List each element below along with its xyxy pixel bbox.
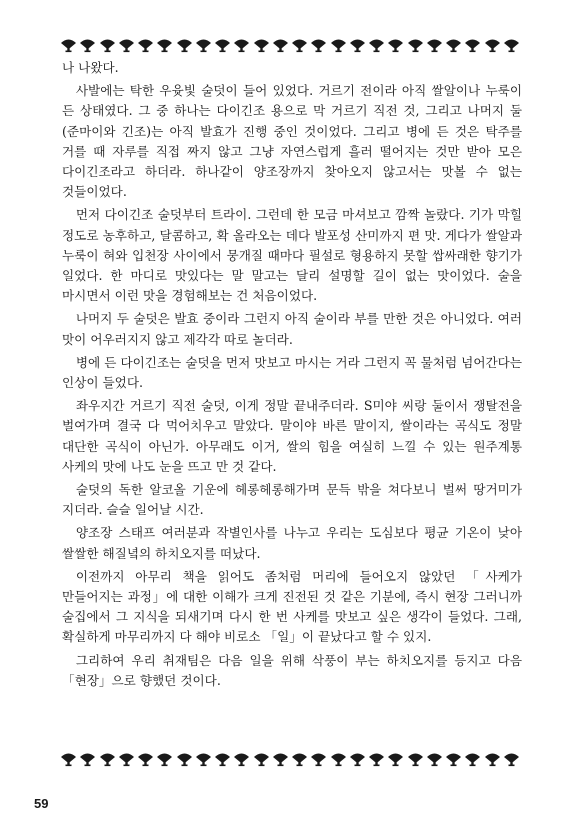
- fan-ornament-icon: [118, 37, 135, 53]
- fan-ornament-icon: [291, 751, 308, 767]
- fan-ornament-icon: [464, 751, 481, 767]
- fan-ornament-icon: [156, 751, 173, 767]
- fan-ornament-icon: [503, 37, 520, 53]
- fan-ornament-icon: [79, 37, 96, 53]
- body-text: [62, 58, 522, 694]
- fan-ornament-icon: [387, 37, 404, 53]
- fan-ornament-icon: [253, 37, 270, 53]
- paragraph-3: 먼저 다이긴조 술덧부터 트라이. 그런데 한 모금 마셔보고 깜짝 놀랐다. 기가 막힐 정도로 농후하고, 달콤하고, 확 올라오는 데다 발포성 산미까지 편 맛. 게다가 쌀알과 누룩이 혀와 입천장 사이에서 뭉개질 때마다 필설로 형용하지 못할 쌉싸래한 향기가 일었다. 한 마디로 맛있다는 말 말고는 달리 설명할 길이 없는 맛이었다. 술을 마시면서 이런 맛을 경험해보는 건 처음이었다.: [62, 207, 522, 304]
- fan-ornament-icon: [156, 37, 173, 53]
- fan-ornament-icon: [272, 751, 289, 767]
- paragraph-9: 이전까지 아무리 책을 읽어도 좀처럼 머리에 들어오지 않았던 「사케가 만들어지는 과정」에 대한 이해가 크게 진전된 것 같은 기분에, 즉시 현장 그러니까 술집에서 그 지식을 되새기며 다시 한 번 사케를 맛보고 싶은 생각이 들었다. 그래, 확실하게 마무리까지 다 해야 비로소 「일」이 끝났다고 할 수 있지.: [62, 568, 522, 645]
- fan-ornament-icon: [79, 751, 96, 767]
- fan-ornament-icon: [253, 751, 270, 767]
- fan-ornament-icon: [214, 751, 231, 767]
- bottom-ornament-border: [60, 748, 520, 770]
- fan-ornament-icon: [407, 751, 424, 767]
- fan-ornament-icon: [407, 37, 424, 53]
- fan-ornament-icon: [368, 37, 385, 53]
- fan-ornament-icon: [195, 751, 212, 767]
- fan-ornament-icon: [484, 37, 501, 53]
- fan-ornament-icon: [137, 37, 154, 53]
- fan-ornament-icon: [330, 37, 347, 53]
- fan-ornament-icon: [60, 751, 77, 767]
- fan-ornament-icon: [349, 751, 366, 767]
- top-ornament-border: [60, 34, 520, 56]
- fan-ornament-icon: [137, 751, 154, 767]
- fan-ornament-icon: [291, 37, 308, 53]
- fan-ornament-icon: [99, 37, 116, 53]
- fan-ornament-icon: [445, 751, 462, 767]
- fan-ornament-icon: [99, 751, 116, 767]
- fan-ornament-icon: [426, 751, 443, 767]
- fan-ornament-icon: [387, 751, 404, 767]
- fan-ornament-icon: [484, 751, 501, 767]
- fan-ornament-icon: [233, 751, 250, 767]
- fan-ornament-icon: [272, 37, 289, 53]
- fan-ornament-icon: [195, 37, 212, 53]
- fan-ornament-icon: [176, 751, 193, 767]
- fan-ornament-icon: [176, 37, 193, 53]
- paragraph-2: 사발에는 탁한 우윳빛 술덧이 들어 있었다. 거르기 전이라 아직 쌀알이나 누룩이 든 상태였다. 그 중 하나는 다이긴조 용으로 막 거르기 직전 것, 그리고 나머지 둘(준마이와 긴조)는 아직 발효가 진행 중인 것이었다. 그리고 병에 든 것은 탁주를 거를 때 자루를 직접 짜지 않고 그냥 자연스럽게 흘러 떨어지는 것만 받아 모은 다이긴조라고 하더라. 하나같이 양조장까지 찾아오지 않고서는 맛볼 수 없는 것들이었다.: [62, 83, 522, 200]
- fan-ornament-icon: [503, 751, 520, 767]
- paragraph-7: 술덧의 독한 알코올 기운에 헤롱헤롱해가며 문득 밖을 쳐다보니 벌써 땅거미가 지더라. 슬슬 일어날 시간.: [62, 482, 522, 518]
- paragraph-1: 나 나왔다.: [62, 60, 119, 75]
- paragraph-5: 병에 든 다이긴조는 술덧을 먼저 맛보고 마시는 거라 그런지 꼭 물처럼 넘어간다는 인상이 들었다.: [62, 354, 522, 391]
- paragraph-10: 그리하여 우리 취재팀은 다음 일을 위해 삭풍이 부는 하치오지를 등지고 다음 「현장」으로 향했던 것이다.: [62, 652, 522, 688]
- fan-ornament-icon: [330, 751, 347, 767]
- fan-ornament-icon: [426, 37, 443, 53]
- paragraph-8: 양조장 스태프 여러분과 작별인사를 나누고 우리는 도심보다 평균 기온이 낮아 쌀쌀한 해질녘의 하치오지를 떠났다.: [62, 525, 522, 561]
- fan-ornament-icon: [214, 37, 231, 53]
- fan-ornament-icon: [310, 37, 327, 53]
- fan-ornament-icon: [368, 751, 385, 767]
- paragraph-6: 좌우지간 거르기 직전 술덧, 이게 정말 끝내주더라. S미야 씨랑 둘이서 쟁탈전을 벌여가며 결국 다 먹어치우고 말았다. 말이야 바른 말이지, 쌀이라는 곡식도 정말 대단한 곡식이 아닌가. 아무래도 이거, 쌀의 힘을 여실히 느낄 수 있는 원주계통 사케의 맛에 나도 눈을 뜨고 만 것 같다.: [62, 398, 522, 474]
- page-number: 59: [34, 796, 49, 811]
- fan-ornament-icon: [233, 37, 250, 53]
- paragraph-4: 나머지 두 술덧은 발효 중이라 그런지 아직 술이라 부를 만한 것은 아니었다. 여러 맛이 어우러지지 않고 제각각 따로 놀더라.: [62, 311, 522, 347]
- fan-ornament-icon: [464, 37, 481, 53]
- fan-ornament-icon: [118, 751, 135, 767]
- fan-ornament-icon: [310, 751, 327, 767]
- fan-ornament-icon: [349, 37, 366, 53]
- fan-ornament-icon: [445, 37, 462, 53]
- fan-ornament-icon: [60, 37, 77, 53]
